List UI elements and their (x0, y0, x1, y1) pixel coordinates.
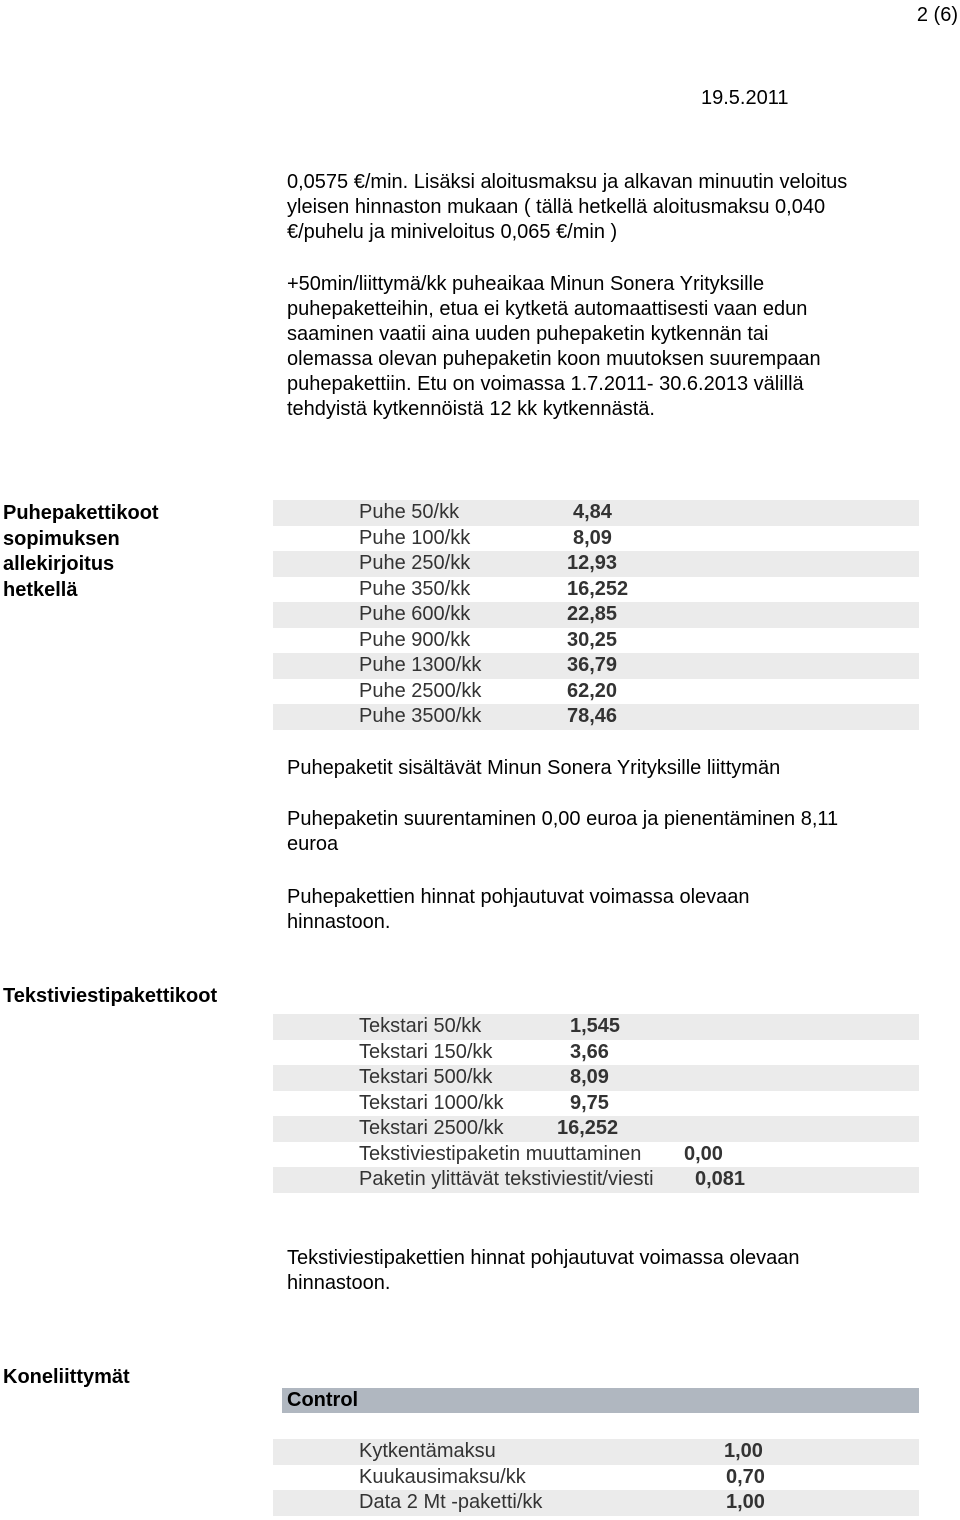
package-name: Puhe 3500/kk (359, 705, 482, 727)
voice-package-row (273, 577, 919, 603)
sms-package-row (273, 1065, 919, 1091)
voice-package-row (273, 500, 919, 526)
product-name: Control (287, 1389, 359, 1411)
package-price: 0,00 (684, 1142, 723, 1165)
package-price: 62,20 (567, 679, 618, 702)
control-product-header (282, 1388, 919, 1413)
package-price: 36,79 (567, 654, 618, 676)
heading-line: allekirjoitus (3, 553, 115, 575)
sms-package-row (273, 1091, 919, 1117)
sms-package-row (273, 1167, 919, 1193)
intro-paragraph-1 (287, 170, 927, 245)
package-name: Paketin ylittävät tekstiviestit/viesti (359, 1168, 654, 1190)
sms-note-pricing (287, 1246, 927, 1296)
voice-package-row (273, 704, 919, 730)
package-price: 3,66 (570, 1040, 609, 1063)
package-price: 8,09 (573, 526, 612, 549)
package-name: Puhe 250/kk (359, 552, 471, 574)
text-line: +50min/liittymä/kk puheaikaa Minun Sonera Yrityksille (287, 273, 765, 295)
machine-fee-row (273, 1439, 919, 1465)
package-name: Puhe 2500/kk (359, 679, 482, 702)
package-price: 1,545 (570, 1015, 621, 1037)
sms-package-row (273, 1014, 919, 1040)
fee-name: Data 2 Mt -paketti/kk (359, 1491, 543, 1513)
package-name: Puhe 350/kk (359, 577, 471, 600)
sms-package-row (273, 1142, 919, 1168)
fee-price: 1,00 (724, 1440, 763, 1462)
sms-package-row (273, 1040, 919, 1066)
document-date: 19.5.2011 (701, 87, 789, 109)
package-price: 16,252 (567, 577, 629, 600)
voice-package-row (273, 551, 919, 577)
package-name: Tekstiviestipaketin muuttaminen (359, 1142, 642, 1165)
machine-fee-row (273, 1465, 919, 1491)
voice-note-included: Puhepaketit sisältävät Minun Sonera Yrityksille liittymän (287, 757, 781, 779)
text-line: Tekstiviestipakettien hinnat pohjautuvat voimassa olevaan (287, 1247, 800, 1269)
package-name: Tekstari 150/kk (359, 1040, 493, 1063)
package-name: Tekstari 1000/kk (359, 1091, 504, 1114)
package-name: Puhe 1300/kk (359, 654, 482, 676)
package-price: 16,252 (557, 1117, 619, 1139)
package-price: 22,85 (567, 603, 618, 625)
fee-price: 1,00 (726, 1491, 765, 1513)
text-line: puhepaketteihin, etua ei kytketä automaattisesti vaan edun (287, 298, 808, 320)
fee-name: Kytkentämaksu (359, 1440, 496, 1462)
voice-package-row (273, 679, 919, 705)
package-name: Puhe 600/kk (359, 603, 471, 625)
text-line: Puhepakettien hinnat pohjautuvat voimassa olevaan (287, 886, 750, 908)
sms-packages-heading: Tekstiviestipakettikoot (3, 985, 218, 1007)
text-line: euroa (287, 833, 339, 855)
text-line: hinnastoon. (287, 911, 391, 933)
package-price: 0,081 (695, 1168, 746, 1190)
package-price: 30,25 (567, 628, 618, 651)
heading-line: hetkellä (3, 578, 78, 601)
text-line: puhepakettiin. Etu on voimassa 1.7.2011- 30.6.2013 välillä (287, 373, 804, 395)
text-line: tehdyistä kytkennöistä 12 kk kytkennästä. (287, 398, 655, 420)
voice-package-row (273, 653, 919, 679)
package-name: Puhe 50/kk (359, 501, 460, 523)
sms-package-row (273, 1116, 919, 1142)
voice-package-row (273, 526, 919, 552)
machine-subscriptions-heading: Koneliittymät (3, 1366, 130, 1388)
text-line: Puhepaketin suurentaminen 0,00 euroa ja pienentäminen 8,11 (287, 808, 839, 830)
package-price: 8,09 (570, 1066, 609, 1088)
intro-paragraph-2 (287, 272, 927, 422)
text-line: €/puhelu ja miniveloitus 0,065 €/min ) (287, 221, 618, 243)
machine-fee-row (273, 1490, 919, 1516)
heading-line: sopimuksen (3, 527, 120, 550)
text-line: hinnastoon. (287, 1272, 391, 1294)
package-price: 78,46 (567, 705, 618, 727)
package-price: 4,84 (573, 501, 612, 523)
heading-line: Puhepakettikoot (3, 502, 159, 524)
voice-packages-heading (3, 501, 159, 603)
package-name: Tekstari 500/kk (359, 1066, 493, 1088)
fee-name: Kuukausimaksu/kk (359, 1465, 526, 1488)
text-line: 0,0575 €/min. Lisäksi aloitusmaksu ja alkavan minuutin veloitus (287, 171, 848, 193)
voice-note-pricing (287, 885, 927, 935)
voice-package-row (273, 602, 919, 628)
text-line: saaminen vaatii aina uuden puhepaketin kytkennän tai (287, 323, 769, 345)
page-number: 2 (6) (916, 4, 958, 26)
package-price: 12,93 (567, 552, 618, 574)
fee-price: 0,70 (726, 1465, 765, 1488)
package-price: 9,75 (570, 1091, 609, 1114)
package-name: Puhe 100/kk (359, 526, 471, 549)
text-line: yleisen hinnaston mukaan ( tällä hetkellä aloitusmaksu 0,040 (287, 196, 826, 218)
voice-package-row (273, 628, 919, 654)
voice-note-resize (287, 807, 927, 857)
package-name: Puhe 900/kk (359, 628, 471, 651)
text-line: olemassa olevan puhepaketin koon muutoksen suurempaan (287, 348, 821, 370)
package-name: Tekstari 2500/kk (359, 1117, 504, 1139)
package-name: Tekstari 50/kk (359, 1015, 482, 1037)
